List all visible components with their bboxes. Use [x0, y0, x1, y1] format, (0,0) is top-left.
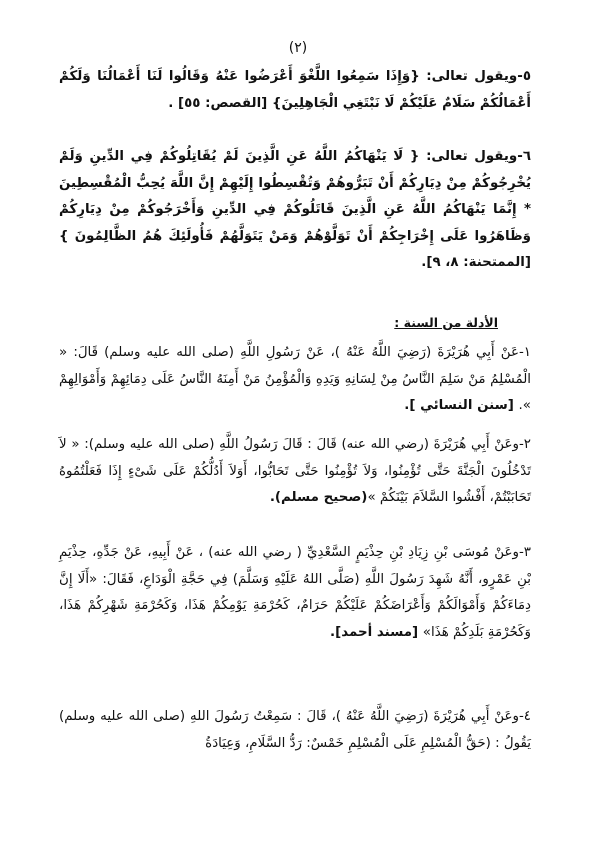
verse-5-lead: ٥-ويقول تعالى:: [419, 69, 531, 84]
verse-5-reference: [القصص: ٥٥] .: [168, 95, 272, 111]
hadith-1-reference: [سنن النسائي ].: [404, 398, 519, 413]
verse-6-paragraph: [59, 144, 531, 277]
hadith-1-paragraph: [59, 340, 531, 420]
hadith-4-paragraph: [59, 704, 531, 757]
hadith-1-text: ١-عَنْ أَبِي هُرَيْرَةَ (رَضِيَ اللَّهُ عَنْهُ )، عَنْ رَسُولِ اللَّهِ (صلى الله عليه وسلم) قَالَ: « الْمُسْلِمُ مَنْ سَلِمَ النَّاسُ مِنْ لِسَانِهِ وَيَدِهِ وَالْمُؤْمِنُ مَنْ أَمِنَهُ النَّاسُ عَلَى دِمَائِهِمْ وَأَمْوَالِهِمْ ».: [59, 345, 531, 413]
sunnah-heading: الأدلة من السنة :: [394, 315, 498, 330]
verse-6-reference: [الممتحنة: ٨، ٩].: [421, 255, 531, 270]
page-number: (٢): [288, 40, 308, 56]
verse-5-text: {وَإِذَا سَمِعُوا اللَّغْوَ أَعْرَضُوا عَنْهُ وَقَالُوا لَنَا أَعْمَالُنَا وَلَكُمْ أَعْمَالُكُمْ سَلَامٌ عَلَيْكُمْ لَا نَبْتَغِي الْجَاهِلِينَ}: [59, 69, 531, 111]
hadith-2-paragraph: [59, 432, 531, 512]
hadith-3-reference: [مسند أحمد].: [330, 624, 423, 640]
hadith-2-reference: (صحيح مسلم).: [269, 490, 368, 505]
hadith-4-text: ٤-وعَنْ أَبِي هُرَيْرَةَ (رَضِيَ اللَّهُ عَنْهُ )، قَالَ : سَمِعْتُ رَسُولَ اللهِ (صلى الله عليه وسلم) يَقُولُ : (حَقُّ الْمُسْلِمِ عَلَى الْمُسْلِمِ خَمْسٌ: رَدُّ السَّلَامِ، وَعِيَادَةُ: [59, 709, 531, 751]
hadith-3-paragraph: [59, 540, 531, 646]
verse-5-paragraph: [59, 64, 531, 117]
verse-6-lead: ٦-ويقول تعالى:: [419, 149, 531, 164]
hadith-3-text: ٣-وعَنْ مُوسَى بْنِ زِيَادِ بْنِ حِذْيَمٍ السَّعْدِيِّ ( رضي الله عنه) ، عَنْ أَبِيهِ، عَنْ جَدِّهِ، حِذْيَمِ بْنِ عَمْرٍو، أَنَّهُ شَهِدَ رَسُولَ اللَّهِ (صَلَّى اللهُ عَلَيْهِ وَسَلَّمَ) فِي حَجَّةِ الْوَدَاعِ، فَقَالَ: «أَلَا إِنَّ دِمَاءَكُمْ وَأَمْوَالَكُمْ وَأَعْرَاضَكُمْ عَلَيْكُمْ حَرَامٌ، كَحُرْمَةِ يَوْمِكُمْ هَذَا، وَكَحُرْمَةِ شَهْرِكُمْ هَذَا، وَكَحُرْمَةِ بَلَدِكُمْ هَذَا»: [59, 545, 531, 640]
hadith-2-text: ٢-وعَنْ أَبِي هُرَيْرَةَ (رضي الله عنه) قَالَ : قَالَ رَسُولُ اللَّهِ (صلى الله عليه وسلم): « لاَ تَدْخُلُونَ الْجَنَّةَ حَتَّى تُؤْمِنُوا، وَلاَ تُؤْمِنُوا حَتَّى تَحَابُّوا، أَوَلاَ أَدُلُّكُمْ عَلَى شَىْءٍ إِذَا فَعَلْتُمُوهُ تَحَابَبْتُمْ، أَفْشُوا السَّلاَمَ بَيْنَكُمْ »: [59, 437, 531, 505]
verse-6-text: { لَا يَنْهَاكُمُ اللَّهُ عَنِ الَّذِينَ لَمْ يُقَاتِلُوكُمْ فِي الدِّينِ وَلَمْ يُخْرِجُوكُمْ مِنْ دِيَارِكُمْ أَنْ تَبَرُّوهُمْ وَتُقْسِطُوا إِلَيْهِمْ إِنَّ اللَّهَ يُحِبُّ الْمُقْسِطِينَ * إِنَّمَا يَنْهَاكُمُ اللَّهُ عَنِ الَّذِينَ قَاتَلُوكُمْ فِي الدِّينِ وَأَخْرَجُوكُمْ مِنْ دِيَارِكُمْ وَظَاهَرُوا عَلَى إِخْرَاجِكُمْ أَنْ تَوَلَّوْهُمْ وَمَنْ يَتَوَلَّهُمْ فَأُولَئِكَ هُمُ الظَّالِمُونَ }: [59, 149, 531, 244]
